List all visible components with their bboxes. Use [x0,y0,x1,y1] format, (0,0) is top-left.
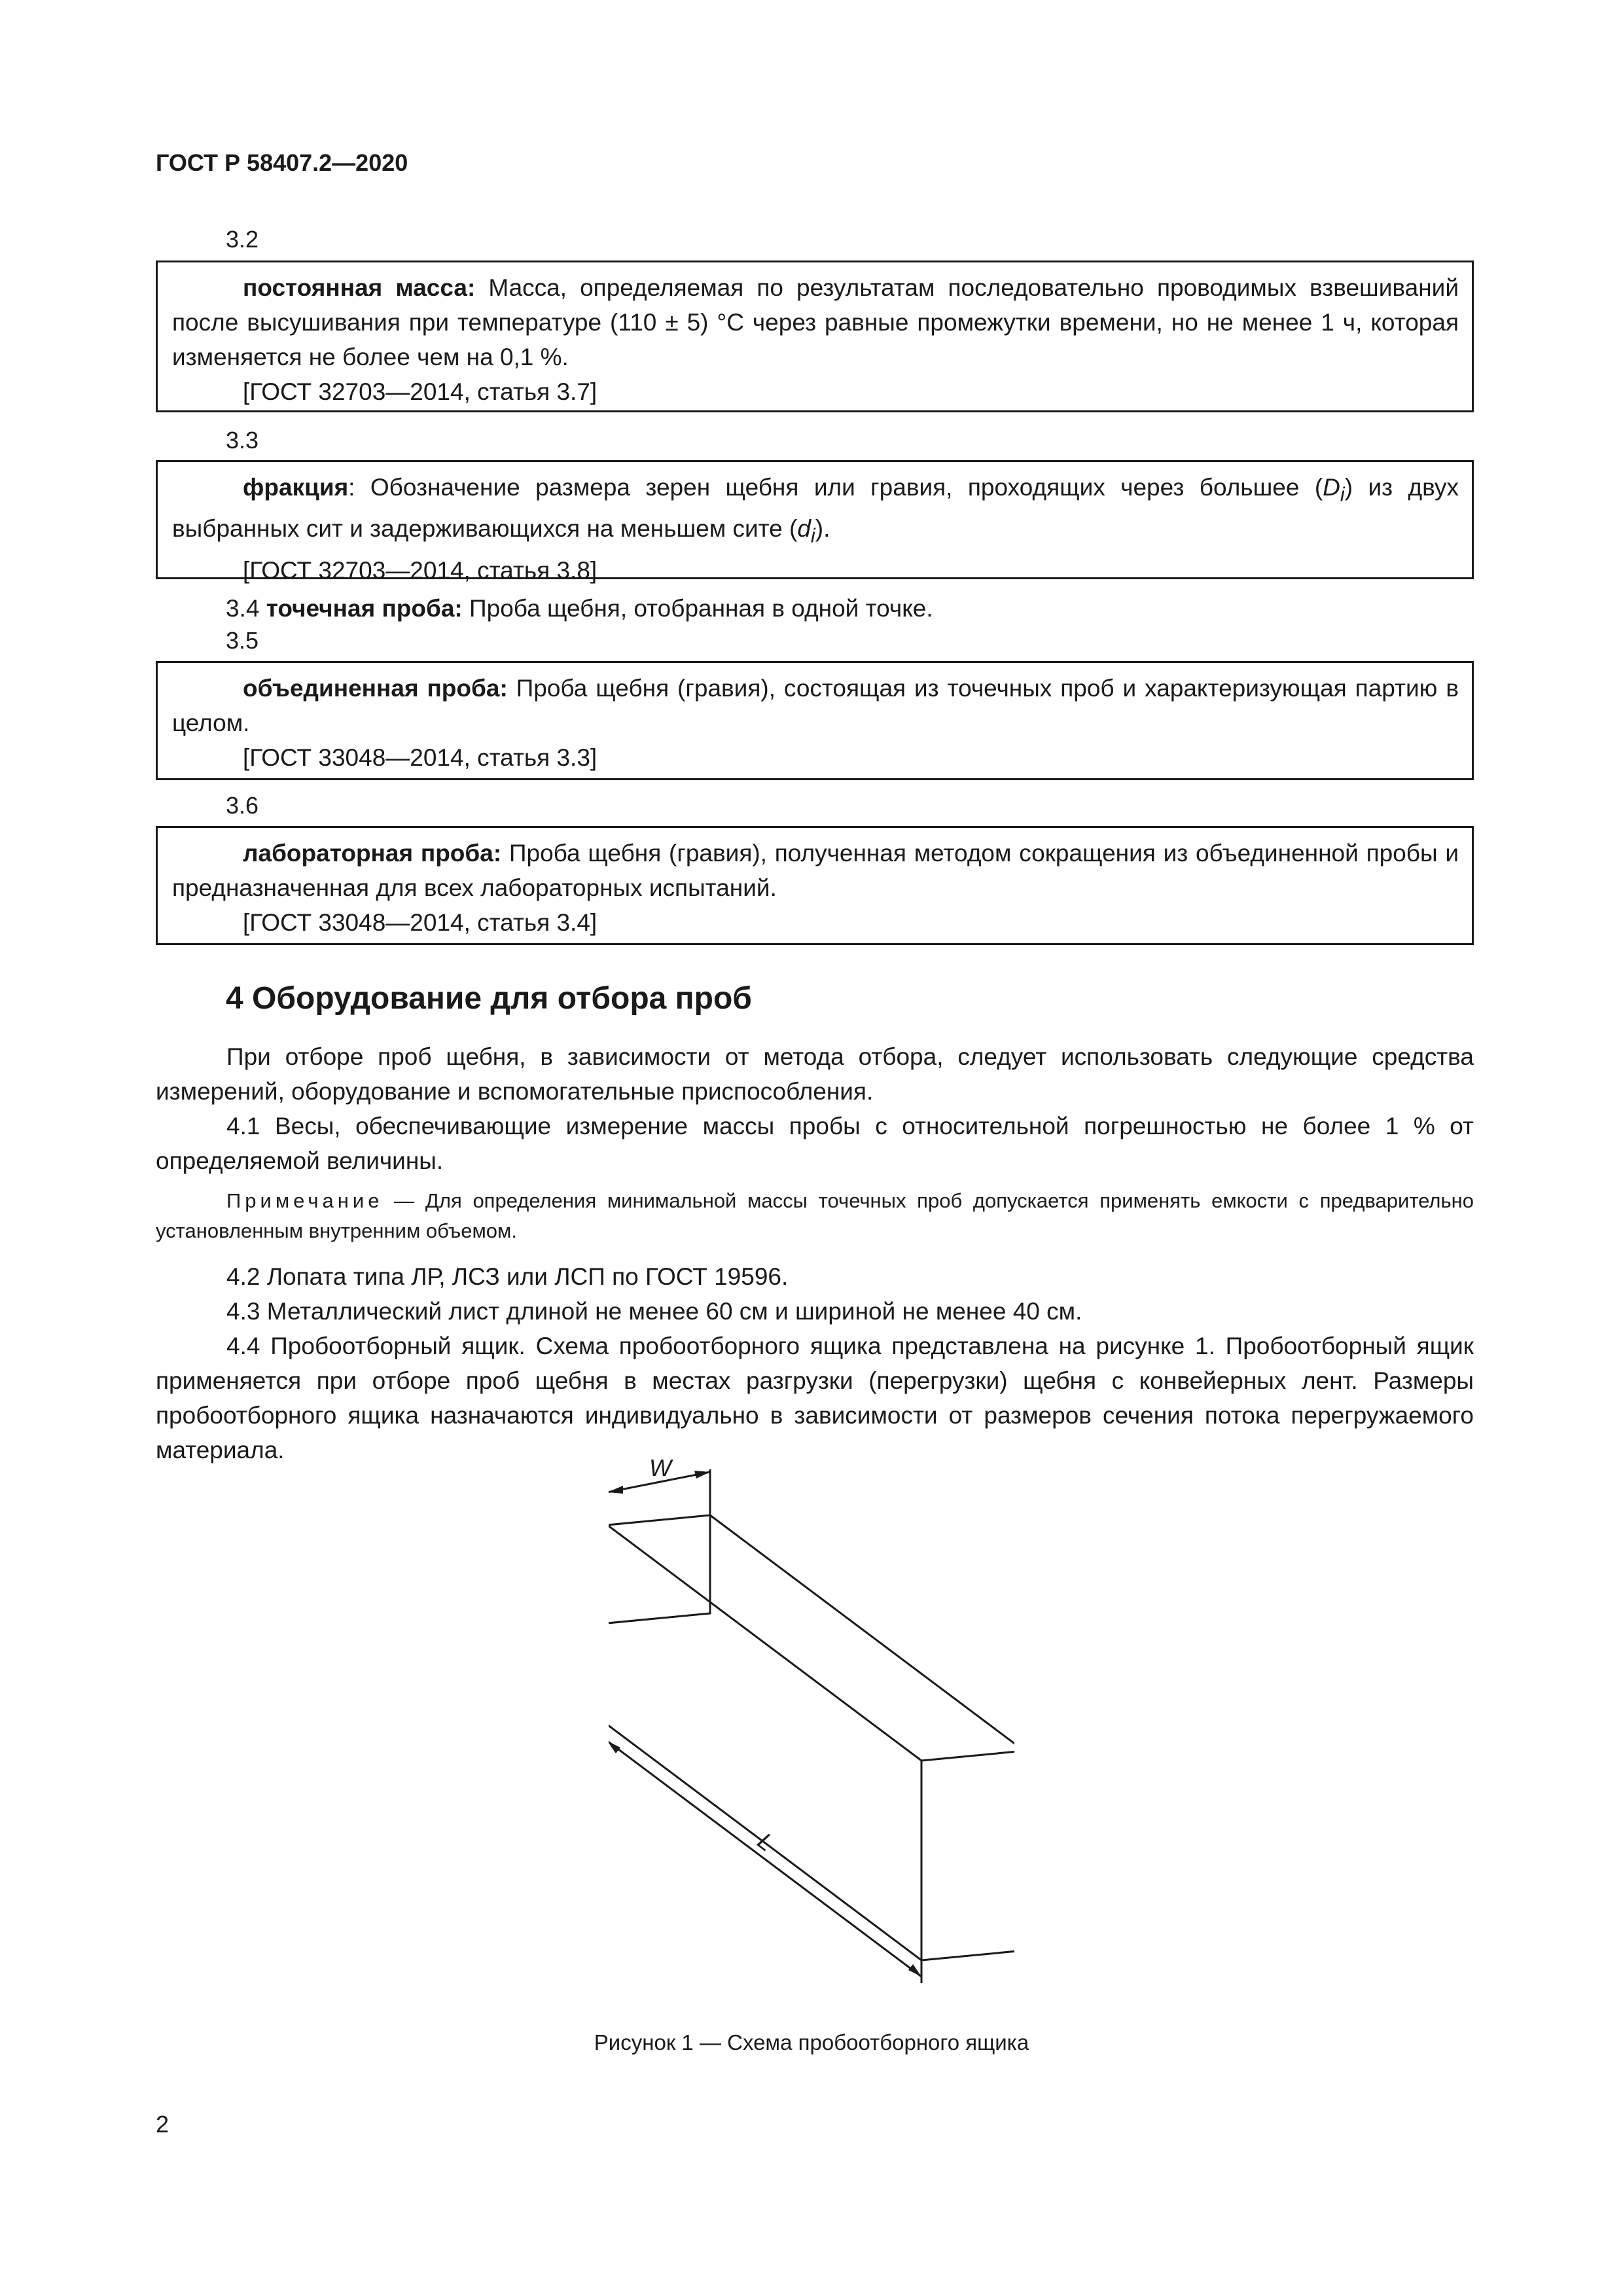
symbol: D [1323,474,1340,501]
box-back-end [609,1515,710,1623]
section-title: 4 Оборудование для отбора проб [226,981,752,1016]
figure-caption: Рисунок 1 — Схема пробоотборного ящика [594,2030,1029,2054]
w-label: W [649,1454,671,1481]
term-definition: Проба щебня, отобранная в одной точке. [462,595,933,622]
subscript: i [810,524,815,547]
symbol: d [797,515,811,543]
term-box [156,260,1474,412]
term-definition: Проба щебня (гравия), полученная методом сокращения из объединенной пробы и предназначенная для всех лабораторных испытаний. [172,840,1459,901]
term-name: постоянная масса: [243,274,476,301]
term-name: фракция [243,474,349,501]
w-arrow-right [694,1471,710,1479]
term-inline [156,591,1544,626]
term-definition: : Обозначение размера зерен щебня или гравия, проходящих через большее ( [348,474,1323,501]
l-label: L [753,1827,779,1857]
term-number: 3.5 [226,627,259,654]
term-number: 3.6 [226,792,259,819]
page-number: 2 [156,2111,169,2138]
term-definition-end: ). [815,515,830,543]
term-number: 3.2 [226,226,259,253]
sampling-box-diagram [609,1440,1014,2016]
term-name: точечная проба: [266,595,463,622]
l-arrow-end [908,1964,921,1977]
term-box [156,460,1474,584]
note [156,1186,1474,1246]
term-name: лабораторная проба: [243,840,502,867]
document-header: ГОСТ Р 58407.2—2020 [156,149,408,176]
note-label: Примечание [226,1189,383,1212]
term-box [156,826,1474,945]
term-reference: [ГОСТ 32703—2014, статья 3.8] [243,556,597,584]
term-name: объединенная проба: [243,675,508,702]
term-reference: [ГОСТ 32703—2014, статья 3.7] [243,378,597,405]
term-box [156,661,1474,780]
paragraph-intro: При отборе проб щебня, в зависимости от метода отбора, следует использовать следующие средства измерений, оборудование и вспомогательные приспособления. [156,1043,1474,1105]
paragraph-4-3: 4.3 Металлический лист длиной не менее 60 см и шириной не менее 40 см. [226,1298,1082,1325]
section-body [156,1039,1474,1178]
l-dimension-line [609,1741,921,1977]
paragraph-4-4: 4.4 Пробоотборный ящик. Схема пробоотборного ящика представлена на рисунке 1. Пробоотборный ящик применяется при отборе проб щебня в местах разгрузки (перегрузки) щебня с конвейерных лент. Размеры пробоотборного ящика назначаются индивидуально в зависимости от размеров сечения потока перегружаемого материала. [156,1333,1474,1463]
term-reference: [ГОСТ 33048—2014, статья 3.3] [243,744,597,771]
term-definition: Проба щебня (гравия), состоящая из точечных проб и характеризующая партию в целом. [172,675,1459,736]
l-arrow-start [609,1741,620,1753]
box-front-end [921,1751,1014,1960]
term-number: 3.3 [226,427,259,454]
box-top-edge-front [609,1525,921,1761]
w-arrow-left [609,1486,623,1494]
term-definition: Масса, определяемая по результатам последовательно проводимых взвешиваний после высушивания при температуре (110 ± 5) °C через равные промежутки времени, но не менее 1 ч, которая изменяется не более чем на 0,1 %. [172,274,1459,370]
term-reference: [ГОСТ 33048—2014, статья 3.4] [243,909,597,936]
section-body-cont [156,1259,1474,1467]
paragraph-4-2: 4.2 Лопата типа ЛР, ЛСЗ или ЛСП по ГОСТ 19596. [226,1263,789,1290]
paragraph-4-1: 4.1 Весы, обеспечивающие измерение массы пробы с относительной погрешностью не более 1 % от определяемой величины. [156,1113,1474,1174]
note-text: — Для определения минимальной массы точечных проб допускается применять емкости с предварительно установленным внутренним объемом. [156,1189,1474,1242]
term-number: 3.4 [226,595,260,622]
subscript: i [1340,482,1345,506]
term-definition-cont: ) из двух выбранных сит и задерживающихся на меньшем сите ( [172,474,1459,543]
